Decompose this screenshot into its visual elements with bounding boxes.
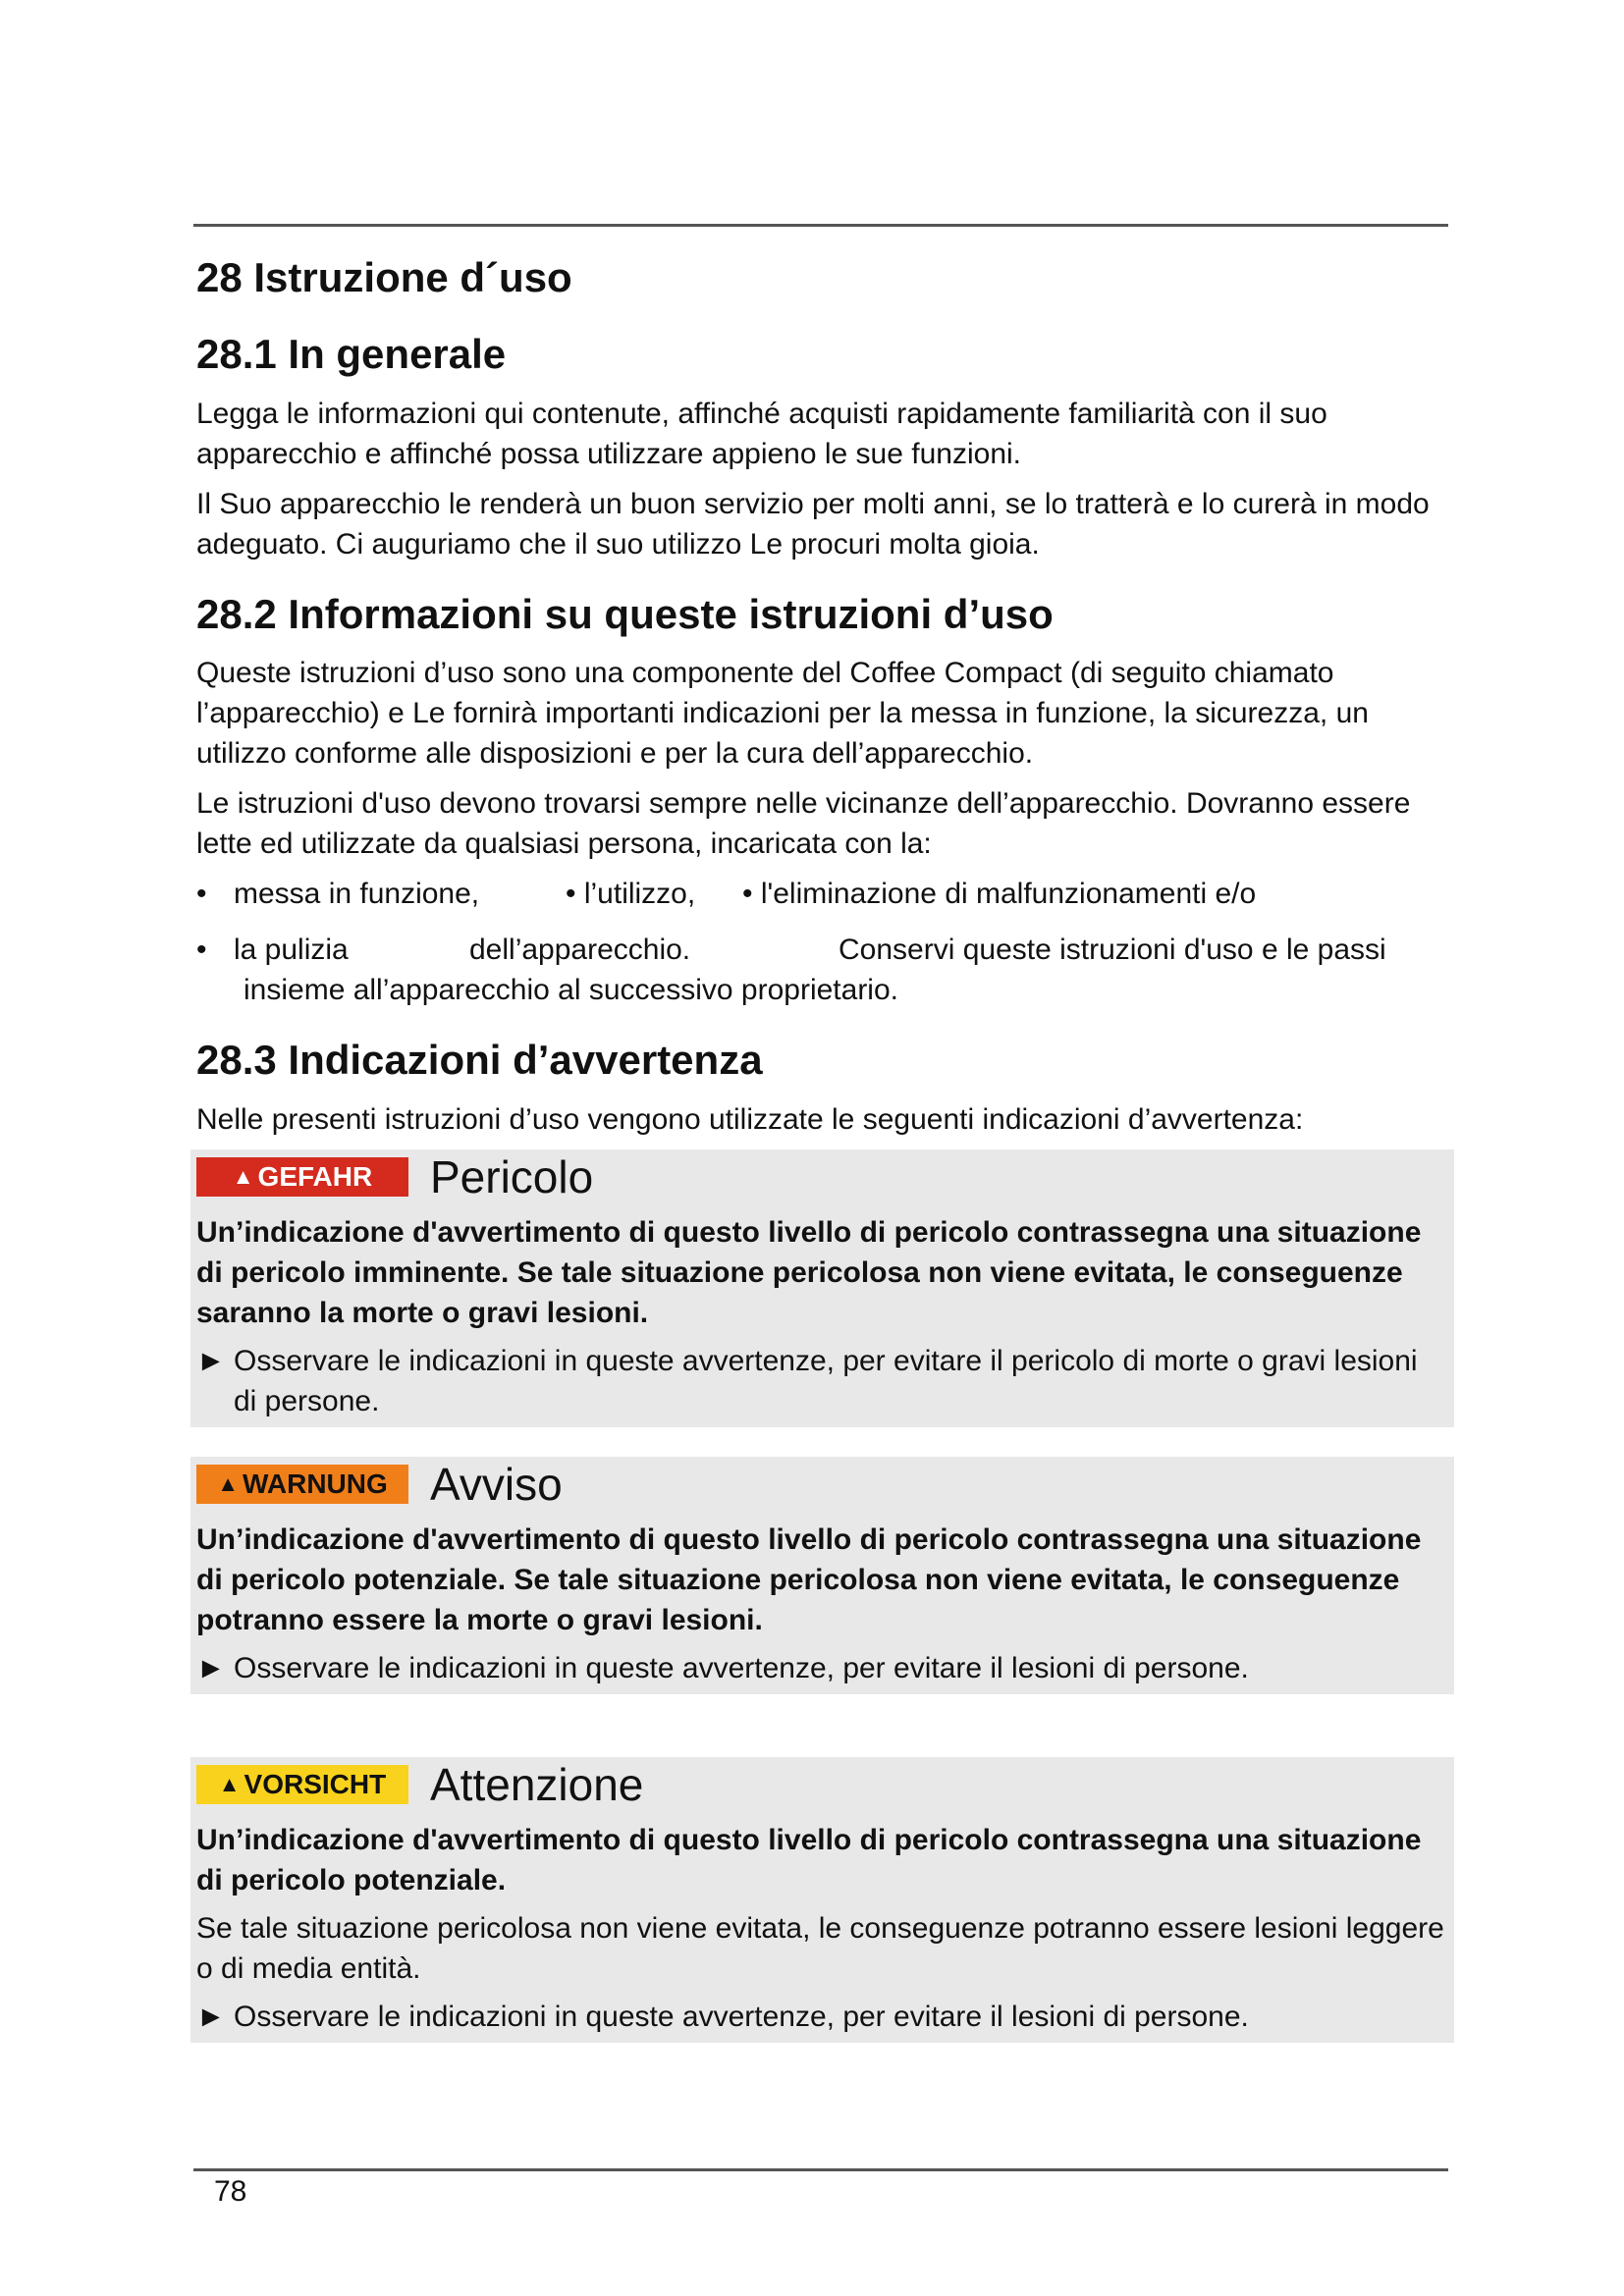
paragraph: Queste istruzioni d’uso sono una componente del Coffee Compact (di seguito chiamato l’apparecchio) e Le fornirà importanti indicazioni per la messa in funzione, la sicurezza, un utilizzo conforme alle disposizioni e per la cura dell’apparecchio. [196,657,1369,771]
chapter-title: 28 Istruzione d´uso [196,254,572,300]
warning-action-text: Osservare le indicazioni in queste avvertenze, per evitare il lesioni di persone. [234,1651,1249,1684]
warning-title: Avviso [430,1458,563,1510]
caution-badge [196,1765,408,1804]
arrow-right-icon: ► [196,1651,226,1684]
bullet-item: • l’utilizzo, [566,878,696,911]
paragraph: Nelle presenti istruzioni d’uso vengono utilizzate le seguenti indicazioni d’avvertenza: [196,1102,1304,1136]
warning-box-caution [190,1757,1454,2043]
warning-header [196,1457,1448,1512]
section-general [196,330,1448,563]
warning-title: Pericolo [430,1150,594,1202]
section-heading-warnings: 28.3 Indicazioni d’avvertenza [196,1037,763,1084]
bullet-row [196,874,1448,914]
page-content [196,253,1448,2072]
header-rule [193,224,1448,227]
bullet-item: dell’apparecchio. [469,934,691,967]
bullet-item: la pulizia [234,934,349,967]
bullet-item: • l'eliminazione di malfunzionamenti e/o [742,878,1257,911]
warning-triangle-icon: ▲ [218,1771,241,1796]
warning-description: Un’indicazione d'avvertimento di questo livello di pericolo contrassegna una situazione di pericolo imminente. Se tale situazione pericolosa non viene evitata, le conseguenze saranno la morte o gravi lesioni. [196,1215,1422,1329]
bullet-row [196,930,1448,970]
bullet-icon: • [196,934,207,967]
arrow-right-icon: ► [196,2000,226,2033]
bullet-list [196,874,1448,1010]
danger-badge [196,1157,408,1197]
warning-triangle-icon: ▲ [217,1470,239,1496]
arrow-right-icon: ► [196,1344,226,1377]
warning-description: Un’indicazione d'avvertimento di questo livello di pericolo contrassegna una situazione di pericolo potenziale. Se tale situazione pericolosa non viene evitata, le conseguenze potranno essere la morte o gravi lesioni. [196,1522,1422,1636]
bullet-item: Conservi queste istruzioni d'uso e le passi [839,934,1386,967]
warning-box-warning [190,1457,1454,1694]
warning-action [196,1648,1448,1688]
section-about-manual [196,590,1448,1010]
page-number: 78 [214,2175,247,2208]
warning-action-text: Osservare le indicazioni in queste avvertenze, per evitare il pericolo di morte o gravi lesioni di persone. [234,1344,1418,1417]
badge-label: GEFAHR [257,1160,373,1192]
warning-badge [196,1465,408,1504]
section-heading-general: 28.1 In generale [196,331,507,378]
warning-title: Attenzione [430,1758,644,1810]
warning-action [196,1341,1448,1421]
warning-header [196,1757,1448,1812]
bullet-item: messa in funzione, [234,878,480,911]
badge-label: VORSICHT [244,1768,387,1799]
paragraph: Le istruzioni d'uso devono trovarsi sempre nelle vicinanze dell’apparecchio. Dovranno essere lette ed utilizzate da qualsiasi persona, incaricata con la: [196,787,1411,861]
paragraph: Il Suo apparecchio le renderà un buon servizio per molti anni, se lo tratterà e lo curerà in modo adeguato. Ci auguriamo che il suo utilizzo Le procuri molta gioia. [196,487,1430,561]
footer-rule [193,2168,1448,2171]
warning-action-text: Osservare le indicazioni in queste avvertenze, per evitare il lesioni di persone. [234,2000,1249,2033]
warning-description: Un’indicazione d'avvertimento di questo livello di pericolo contrassegna una situazione di pericolo potenziale. [196,1823,1422,1896]
warning-box-danger [190,1149,1454,1427]
warning-header [196,1149,1448,1204]
warning-consequence: Se tale situazione pericolosa non viene evitata, le conseguenze potranno essere lesioni leggere o di media entità. [196,1911,1444,1985]
section-heading-about-manual: 28.2 Informazioni su queste istruzioni d’uso [196,590,1054,637]
bullet-icon: • [196,878,207,911]
paragraph: Legga le informazioni qui contenute, affinché acquisti rapidamente familiarità con il suo apparecchio e affinché possa utilizzare appieno le sue funzioni. [196,397,1327,470]
section-warnings [196,1036,1448,2042]
warning-action [196,1997,1448,2037]
badge-label: WARNUNG [243,1468,388,1499]
bullet-continuation: insieme all’apparecchio al successivo proprietario. [244,974,898,1007]
warning-triangle-icon: ▲ [232,1163,254,1189]
